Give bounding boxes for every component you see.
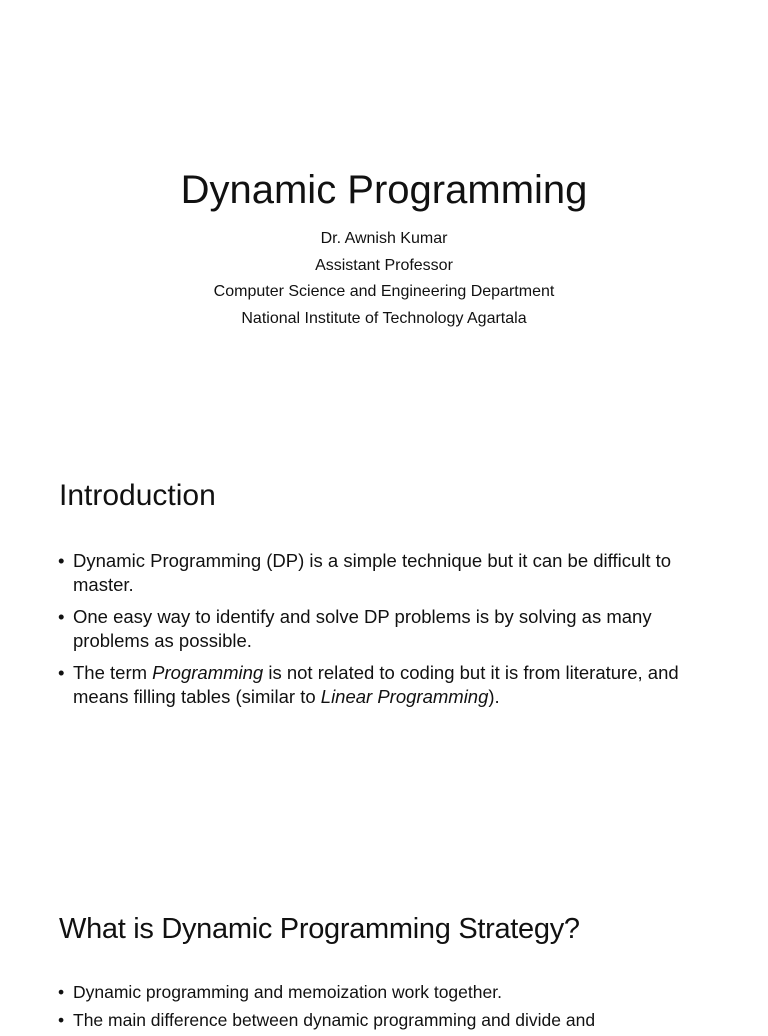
bullet-text: The main difference between dynamic programming and divide and (73, 1010, 596, 1030)
list-item (58, 605, 718, 653)
introduction-slide (0, 432, 768, 864)
author-position: Assistant Professor (315, 256, 453, 274)
bullet-icon: • (58, 982, 65, 1002)
dp-strategy-bullet-list (58, 980, 718, 1036)
bullet-text-emphasis: Programming (152, 662, 264, 683)
author-name: Dr. Awnish Kumar (320, 230, 448, 247)
bullet-text-part: The term (73, 662, 153, 683)
introduction-bullet-list (58, 549, 718, 717)
presentation-title: Dynamic Programming (180, 168, 588, 212)
introduction-heading: Introduction (59, 479, 216, 512)
title-slide (0, 0, 768, 432)
dp-strategy-heading: What is Dynamic Programming Strategy? (59, 913, 580, 945)
dp-strategy-slide (0, 864, 768, 1030)
list-item (58, 980, 718, 1004)
list-item (58, 661, 718, 709)
list-item (58, 549, 718, 597)
bullet-text: Dynamic Programming (DP) is a simple technique but it can be difficult to master. (73, 550, 672, 595)
bullet-icon: • (58, 1010, 65, 1030)
author-department: Computer Science and Engineering Department (213, 283, 555, 300)
list-item (58, 1008, 718, 1032)
bullet-icon: • (58, 550, 65, 571)
bullet-text: One easy way to identify and solve DP problems is by solving as many problems as possible. (73, 606, 652, 651)
bullet-icon: • (58, 606, 65, 627)
bullet-text-emphasis: Linear Programming (320, 686, 489, 707)
bullet-text-part: is not related to coding but it is from literature, and means filling tables (similar to (73, 662, 679, 707)
bullet-text-part: ). (488, 686, 500, 707)
author-info (0, 226, 768, 332)
bullet-text (73, 662, 679, 707)
author-institute: National Institute of Technology Agartala (241, 309, 527, 327)
bullet-icon: • (58, 662, 65, 683)
bullet-text: Dynamic programming and memoization work together. (73, 982, 502, 1002)
